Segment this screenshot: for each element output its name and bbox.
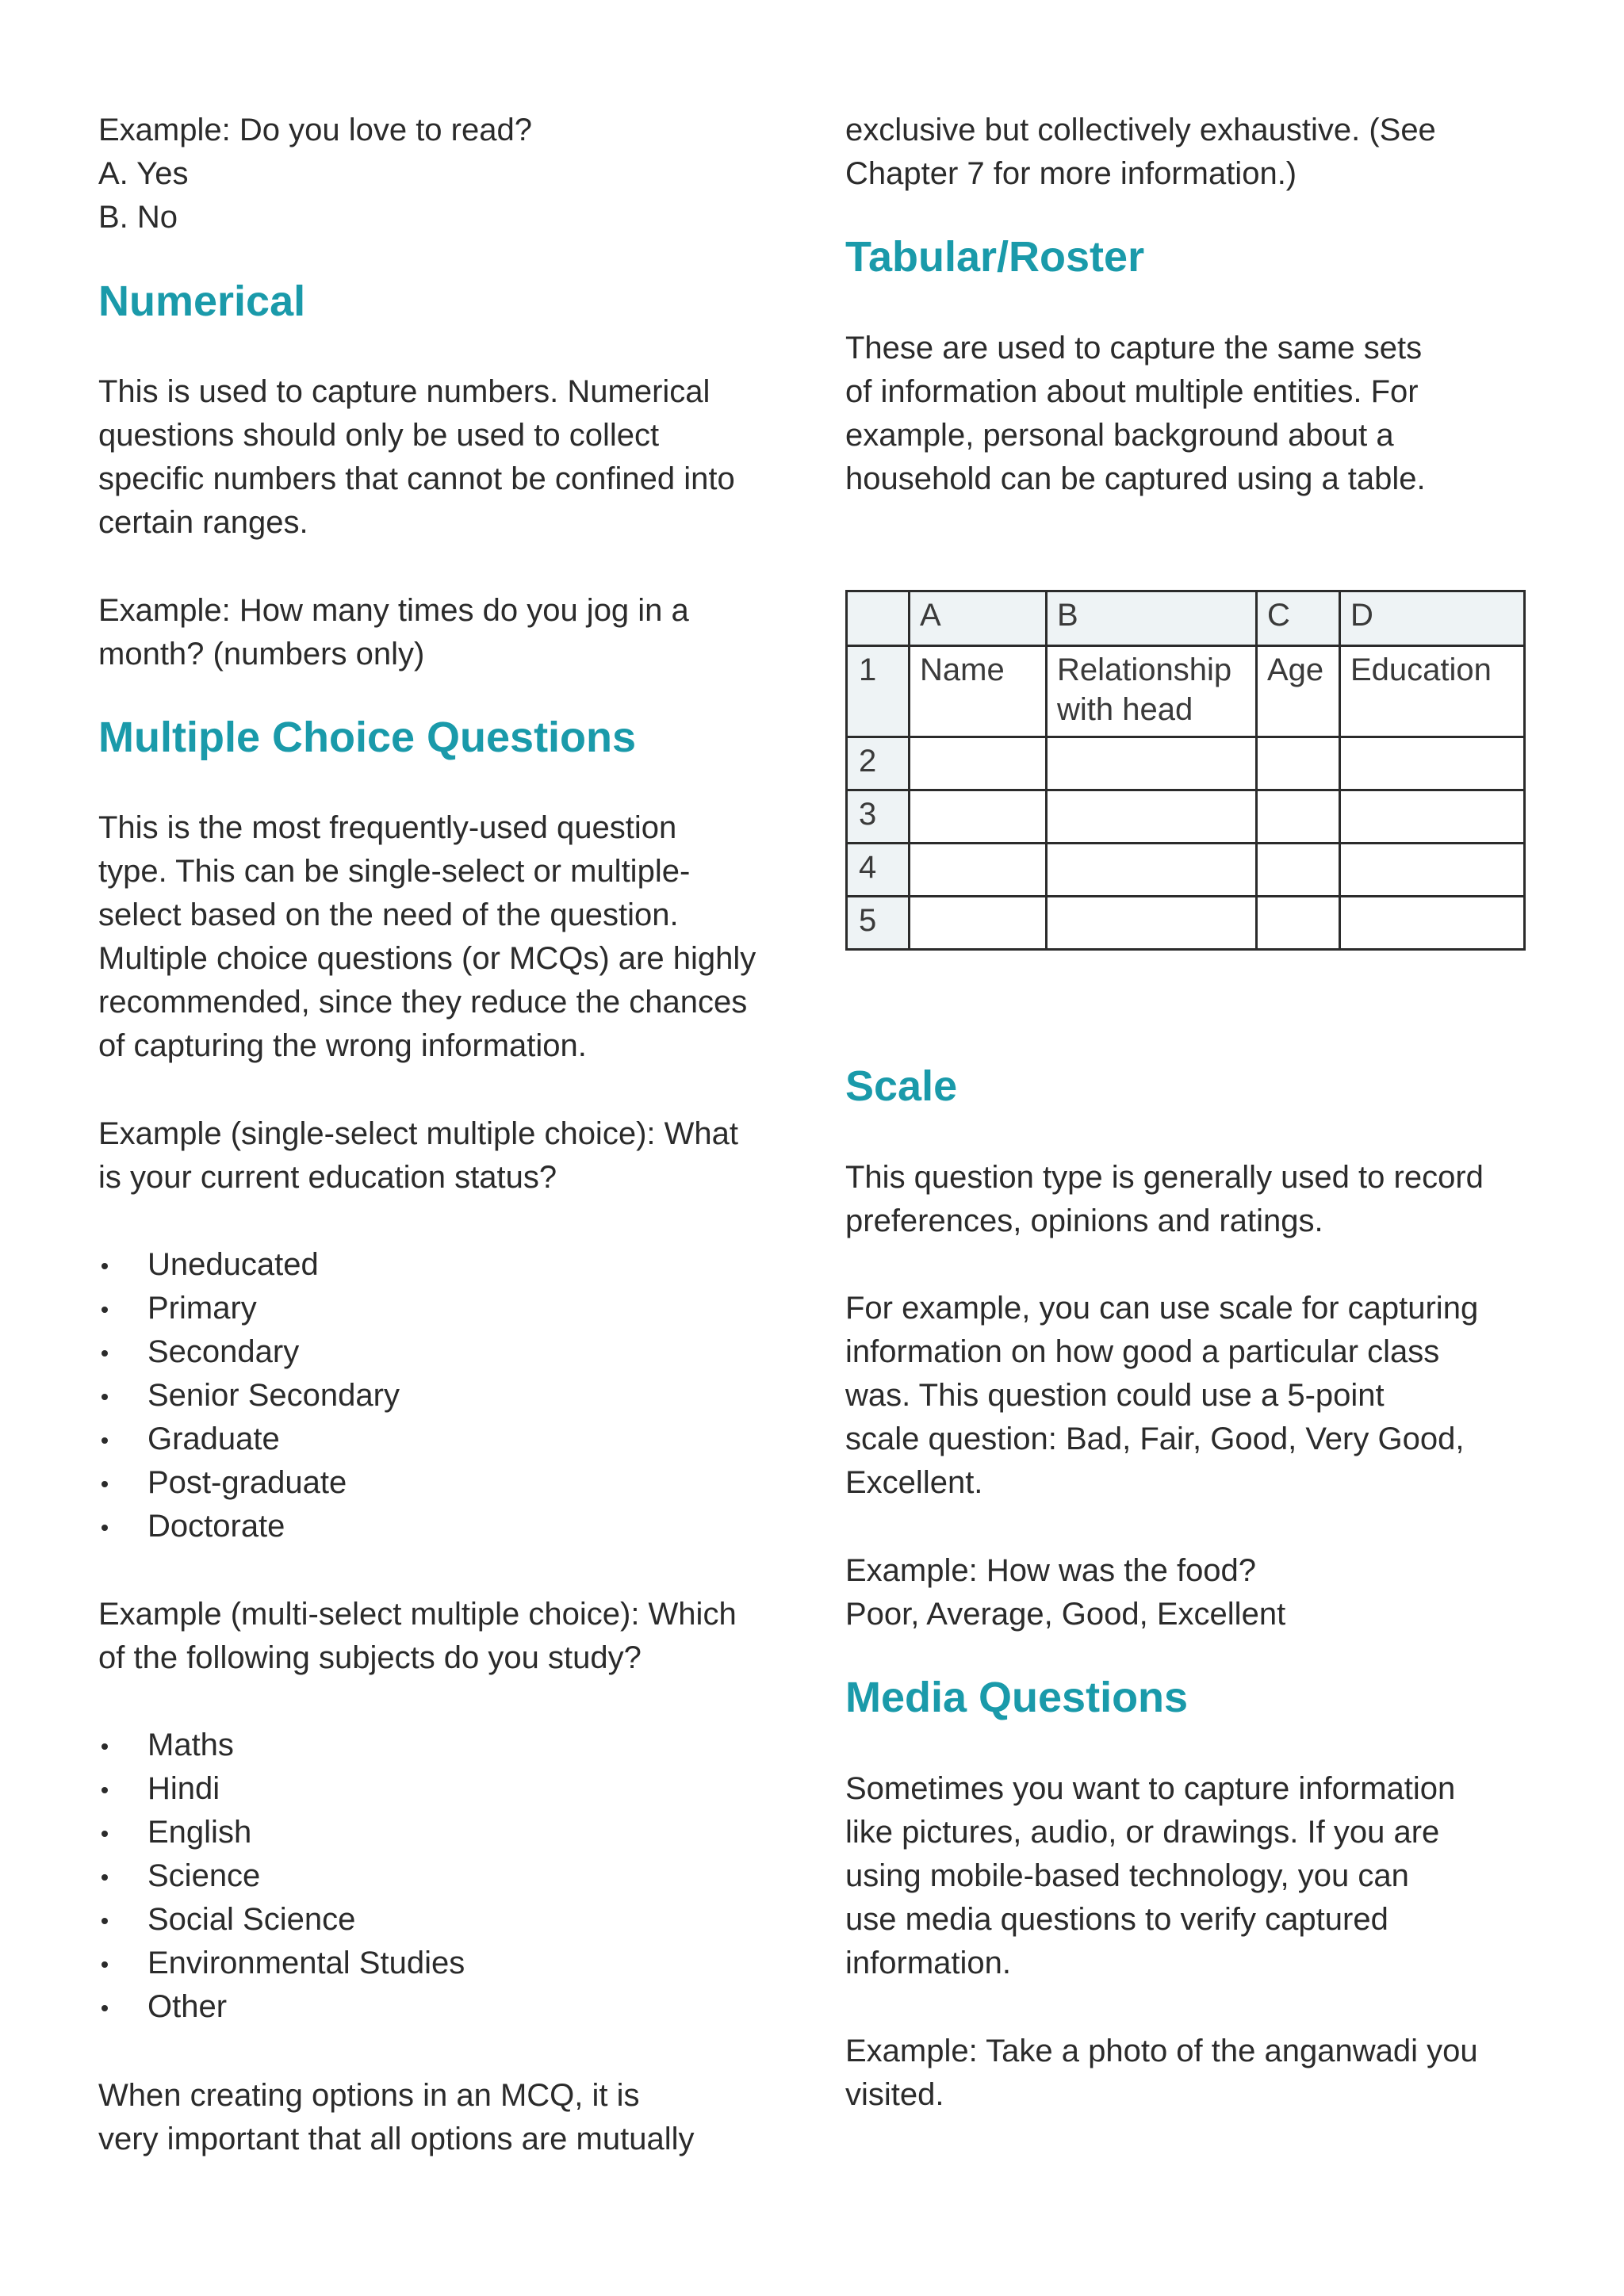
table-cell bbox=[1047, 737, 1257, 790]
table-cell bbox=[910, 737, 1047, 790]
text-line: visited. bbox=[845, 2077, 944, 2112]
column-letter-b: B bbox=[1047, 591, 1257, 646]
mcq-closing bbox=[98, 2074, 796, 2161]
text-line: of capturing the wrong information. bbox=[98, 1028, 587, 1063]
text-line: very important that all options are mutually bbox=[98, 2122, 695, 2156]
list-item: Secondary bbox=[98, 1330, 796, 1374]
row-number: 2 bbox=[847, 737, 910, 790]
text-line: For example, you can use scale for capturing bbox=[845, 1291, 1479, 1326]
numerical-body bbox=[98, 370, 796, 545]
roster-table bbox=[845, 590, 1526, 951]
text-line: was. This question could use a 5-point bbox=[845, 1378, 1385, 1413]
row-number: 3 bbox=[847, 790, 910, 844]
text-line: This is used to capture numbers. Numerical bbox=[98, 374, 710, 409]
text-line: Multiple choice questions (or MCQs) are highly bbox=[98, 941, 756, 976]
table-cell bbox=[910, 897, 1047, 950]
text-line: Example: How many times do you jog in a bbox=[98, 593, 689, 628]
single-select-example bbox=[98, 1112, 796, 1200]
continuation-text bbox=[845, 109, 1543, 196]
text-line: month? (numbers only) bbox=[98, 637, 425, 672]
numerical-heading: Numerical bbox=[98, 277, 306, 325]
text-line: example, personal background about a bbox=[845, 418, 1394, 453]
table-cell bbox=[1257, 844, 1340, 897]
mcq-heading: Multiple Choice Questions bbox=[98, 714, 637, 761]
list-item: Hindi bbox=[98, 1767, 796, 1811]
text-line: of information about multiple entities. For bbox=[845, 374, 1419, 409]
list-item: Maths bbox=[98, 1724, 796, 1767]
single-select-options bbox=[98, 1243, 796, 1548]
text-line: Sometimes you want to capture information bbox=[845, 1771, 1456, 1806]
list-item: Uneducated bbox=[98, 1243, 796, 1287]
table-row bbox=[847, 790, 1525, 844]
tabular-heading: Tabular/Roster bbox=[845, 233, 1145, 281]
scale-body bbox=[845, 1156, 1543, 1243]
text-line: preferences, opinions and ratings. bbox=[845, 1203, 1323, 1238]
numerical-example bbox=[98, 589, 796, 676]
text-line: is your current education status? bbox=[98, 1160, 557, 1195]
table-row bbox=[847, 737, 1525, 790]
cell-relationship bbox=[1047, 646, 1257, 737]
cell-name: Name bbox=[910, 646, 1047, 737]
tabular-body bbox=[845, 327, 1543, 501]
table-row bbox=[847, 646, 1525, 737]
list-item: Social Science bbox=[98, 1898, 796, 1942]
table-cell bbox=[1257, 790, 1340, 844]
table-cell bbox=[1047, 897, 1257, 950]
table-cell bbox=[1340, 897, 1525, 950]
text-line: Example (multi-select multiple choice): Which bbox=[98, 1597, 737, 1632]
text-line: Poor, Average, Good, Excellent bbox=[845, 1597, 1286, 1632]
table-cell bbox=[1340, 737, 1525, 790]
table-cell bbox=[910, 844, 1047, 897]
text-line: This is the most frequently-used question bbox=[98, 810, 677, 845]
text-line: information. bbox=[845, 1946, 1011, 1980]
list-item: English bbox=[98, 1811, 796, 1854]
text-line: questions should only be used to collect bbox=[98, 418, 660, 453]
text-line: Example: How was the food? bbox=[845, 1553, 1257, 1588]
table-cell bbox=[1257, 897, 1340, 950]
list-item: Senior Secondary bbox=[98, 1374, 796, 1418]
text-line: information on how good a particular class bbox=[845, 1334, 1440, 1369]
intro-option-a: A. Yes bbox=[98, 156, 189, 191]
text-line: select based on the need of the question. bbox=[98, 897, 679, 932]
scale-heading: Scale bbox=[845, 1062, 958, 1110]
cell-age: Age bbox=[1257, 646, 1340, 737]
list-item: Science bbox=[98, 1854, 796, 1898]
text-line: specific numbers that cannot be confined into bbox=[98, 461, 735, 496]
list-item: Environmental Studies bbox=[98, 1942, 796, 1985]
text-line: Chapter 7 for more information.) bbox=[845, 156, 1297, 191]
table-corner-cell bbox=[847, 591, 910, 646]
table-row bbox=[847, 844, 1525, 897]
table-cell bbox=[1257, 737, 1340, 790]
table-row bbox=[847, 897, 1525, 950]
text-line: of the following subjects do you study? bbox=[98, 1640, 642, 1675]
table-cell bbox=[1340, 790, 1525, 844]
intro-question: Example: Do you love to read? bbox=[98, 113, 532, 147]
table-cell bbox=[1047, 844, 1257, 897]
list-item: Post-graduate bbox=[98, 1461, 796, 1505]
table-header-row bbox=[847, 591, 1525, 646]
text-line: exclusive but collectively exhaustive. (See bbox=[845, 113, 1436, 147]
scale-example bbox=[845, 1549, 1543, 1636]
text-line: When creating options in an MCQ, it is bbox=[98, 2078, 640, 2113]
table-cell bbox=[1047, 790, 1257, 844]
table-cell bbox=[910, 790, 1047, 844]
text-line: Relationship bbox=[1057, 652, 1232, 687]
text-line: like pictures, audio, or drawings. If you are bbox=[845, 1815, 1440, 1850]
list-item: Graduate bbox=[98, 1418, 796, 1461]
intro-example bbox=[98, 109, 796, 239]
text-line: household can be captured using a table. bbox=[845, 461, 1426, 496]
intro-option-b: B. No bbox=[98, 200, 178, 235]
text-line: This question type is generally used to record bbox=[845, 1160, 1484, 1195]
media-body bbox=[845, 1767, 1543, 1985]
text-line: Example: Take a photo of the anganwadi you bbox=[845, 2034, 1478, 2068]
row-number: 4 bbox=[847, 844, 910, 897]
text-line: type. This can be single-select or multiple- bbox=[98, 854, 691, 889]
text-line: recommended, since they reduce the chances bbox=[98, 985, 748, 1020]
text-line: with head bbox=[1057, 692, 1193, 727]
multi-select-options bbox=[98, 1724, 796, 2029]
row-number: 5 bbox=[847, 897, 910, 950]
list-item: Primary bbox=[98, 1287, 796, 1330]
scale-example-text bbox=[845, 1287, 1543, 1505]
column-letter-d: D bbox=[1340, 591, 1525, 646]
table-cell bbox=[1340, 844, 1525, 897]
text-line: These are used to capture the same sets bbox=[845, 331, 1423, 365]
list-item: Doctorate bbox=[98, 1505, 796, 1548]
row-number: 1 bbox=[847, 646, 910, 737]
text-line: Excellent. bbox=[845, 1465, 983, 1500]
cell-education: Education bbox=[1340, 646, 1525, 737]
column-letter-c: C bbox=[1257, 591, 1340, 646]
text-line: using mobile-based technology, you can bbox=[845, 1858, 1409, 1893]
mcq-body bbox=[98, 806, 796, 1068]
media-example bbox=[845, 2030, 1543, 2117]
text-line: scale question: Bad, Fair, Good, Very Good, bbox=[845, 1422, 1465, 1456]
column-letter-a: A bbox=[910, 591, 1047, 646]
multi-select-example bbox=[98, 1593, 796, 1680]
text-line: Example (single-select multiple choice): What bbox=[98, 1116, 738, 1151]
media-heading: Media Questions bbox=[845, 1674, 1189, 1721]
list-item: Other bbox=[98, 1985, 796, 2029]
text-line: certain ranges. bbox=[98, 505, 308, 540]
text-line: use media questions to verify captured bbox=[845, 1902, 1388, 1937]
